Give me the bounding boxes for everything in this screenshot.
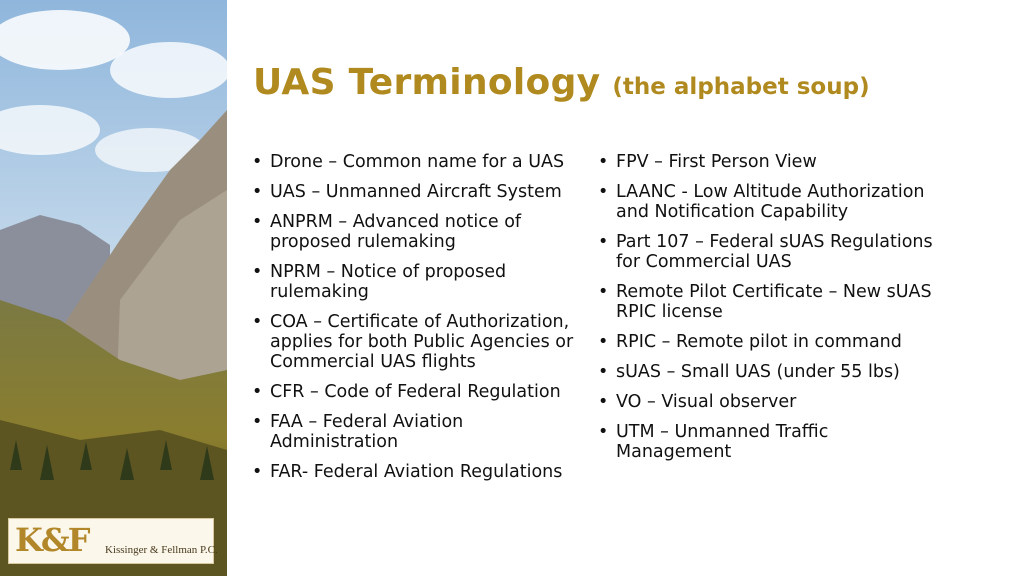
firm-logo [8, 518, 218, 564]
term-text: UAS – Unmanned Aircraft System [270, 182, 562, 202]
list-item [598, 232, 938, 272]
bullet-icon: • [598, 362, 609, 382]
term-text: RPIC – Remote pilot in command [616, 332, 902, 352]
bullet-icon: • [252, 182, 263, 202]
list-item [598, 152, 938, 172]
title-main: UAS Terminology [253, 62, 601, 103]
bullet-icon: • [252, 382, 263, 402]
term-text: ANPRM – Advanced notice of proposed rulemaking [270, 212, 522, 252]
bullet-icon: • [252, 152, 263, 172]
term-text: NPRM – Notice of proposed rulemaking [270, 262, 507, 302]
term-text: FAR- Federal Aviation Regulations [270, 462, 563, 482]
bullet-icon: • [598, 422, 609, 442]
logo-firm-name: Kissinger & Fellman P.C. [105, 544, 218, 556]
list-item [598, 182, 938, 222]
term-text: Remote Pilot Certificate – New sUAS RPIC license [616, 282, 932, 322]
terminology-list-right [598, 152, 938, 472]
bullet-icon: • [598, 282, 609, 302]
terminology-list-left [252, 152, 594, 492]
list-item [252, 312, 594, 372]
list-item [252, 382, 594, 402]
term-text: VO – Visual observer [616, 392, 797, 412]
term-text: LAANC - Low Altitude Authorization and Notification Capability [616, 182, 925, 222]
list-item [252, 182, 594, 202]
list-item [598, 392, 938, 412]
bullet-icon: • [598, 152, 609, 172]
list-item [598, 332, 938, 352]
list-item [598, 362, 938, 382]
bullet-icon: • [252, 462, 263, 482]
bullet-icon: • [598, 232, 609, 252]
list-item [252, 212, 594, 252]
logo-monogram: K&F [15, 521, 89, 559]
bullet-icon: • [252, 412, 263, 432]
slide-title [253, 62, 870, 103]
bullet-icon: • [598, 332, 609, 352]
term-text: sUAS – Small UAS (under 55 lbs) [616, 362, 900, 382]
bullet-icon: • [252, 212, 263, 232]
term-text: FAA – Federal Aviation Administration [270, 412, 464, 452]
title-subtitle: (the alphabet soup) [612, 74, 870, 100]
mountain-landscape-photo [0, 0, 227, 576]
bullet-icon: • [598, 392, 609, 412]
list-item [598, 282, 938, 322]
list-item [252, 152, 594, 172]
list-item [252, 462, 594, 482]
term-text: COA – Certificate of Authorization, applies for both Public Agencies or Commercial UAS flights [270, 312, 574, 372]
bullet-icon: • [598, 182, 609, 202]
list-item [598, 422, 938, 462]
list-item [252, 262, 594, 302]
term-text: Drone – Common name for a UAS [270, 152, 565, 172]
term-text: Part 107 – Federal sUAS Regulations for Commercial UAS [616, 232, 933, 272]
list-item [252, 412, 594, 452]
bullet-icon: • [252, 312, 263, 332]
term-text: FPV – First Person View [616, 152, 817, 172]
term-text: UTM – Unmanned Traffic Management [616, 422, 829, 462]
bullet-icon: • [252, 262, 263, 282]
term-text: CFR – Code of Federal Regulation [270, 382, 561, 402]
